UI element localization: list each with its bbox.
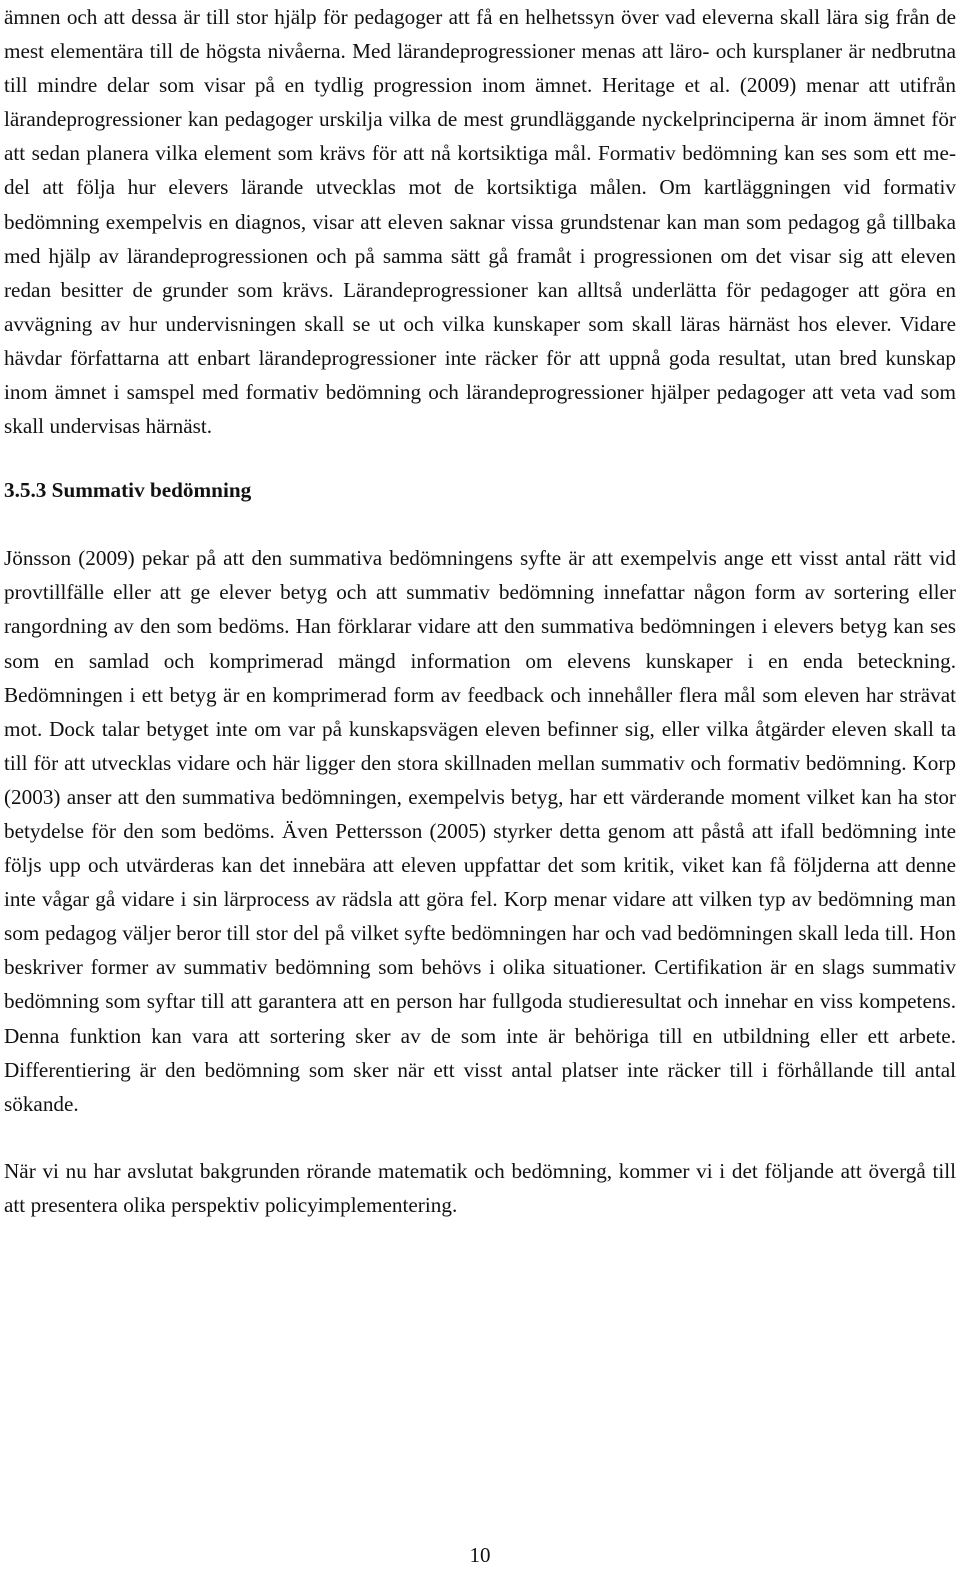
spacer [4,443,956,473]
page-content [4,0,956,1222]
spacer [4,507,956,541]
body-paragraph-closing: När vi nu har avslutat bakgrunden rörande matematik och bedömning, kommer vi i det följande att övergå till att presentera olika perspektiv policyimplementering. [4,1158,956,1217]
page-number: 10 [469,1543,491,1567]
body-paragraph-continued: ämnen och att dessa är till stor hjälp för pedagoger att få en helhetssyn över vad eleverna skall lära sig från de mest elementära till de högsta nivåerna. Med lärandeprogressioner menas att läro- och kursplaner är nedbrutna till mindre delar som visar på en tydlig progression inom ämnet. Heritage et al. (2009) menar att utifrån lärandeprogressioner kan pedagoger urskilja vilka de mest grundläggande nyckelprinciperna är inom ämnet för att sedan planera vilka element som krävs för att nå kortsiktiga mål. Formativ bedömning kan ses som ett medel att följa hur elevers lärande utvecklas mot de kortsiktiga målen. Om kartläggningen vid formativ bedömning exempelvis en diagnos, visar att eleven saknar vissa grundstenar kan man som pedagog gå tillbaka med hjälp av lärandeprogressionen och på samma sätt gå framåt i progressionen om det visar sig att eleven redan besitter de grunder som krävs. Lärandeprogressioner kan alltså underlätta för pedagoger att göra en avvägning av hur undervisningen skall se ut och vilka kunskaper som skall läras härnäst hos elever. Vidare hävdar författarna att enbart lärandeprogressioner inte räcker för att uppnå goda resultat, utan bred kunskap inom ämnet i samspel med formativ bedömning och lärandeprogressioner hjälper pedagoger att veta vad som skall undervisas härnäst. [4,5,956,439]
spacer [4,1121,956,1154]
body-paragraph-summativ: Jönsson (2009) pekar på att den summativa bedömningens syfte är att exempelvis ange ett visst antal rätt vid provtillfälle eller att ge elever betyg och att summativ bedömning innefattar någon form av sortering eller rangordning av den som bedöms. Han förklarar vidare att den summativa bedömningen i elevers betyg kan ses som en samlad och komprimerad mängd information om elevens kunskaper i en enda beteckning. Bedömningen i ett betyg är en komprimerad form av feedback och innehåller flera mål som eleven har strävat mot. Dock talar betyget inte om var på kunskapsvägen eleven befinner sig, eller vilka åtgärder eleven skall ta till för att utvecklas vidare och här ligger den stora skillnaden mellan summativ och formativ bedömning. Korp (2003) anser att den summativa bedömningen, exempelvis betyg, har ett värderande moment vilket kan ha stor betydelse för den som bedöms. Även Pettersson (2005) styrker detta genom att påstå att ifall bedömning inte följs upp och utvärderas kan det innebära att eleven uppfattar det som kritik, viket kan få följderna att denne inte vågar gå vidare i sin lärprocess av rädsla att göra fel. Korp menar vidare att vilken typ av bedömning man som pedagog väljer beror till stor del på vilket syfte bedömningen har och vad bedömningen skall leda till. Hon beskriver former av summativ bedömning som behövs i olika situationer. Certifikation är en slags summativ bedömning som syftar till att garantera att en person har fullgoda studieresultat och innehar en viss kompetens. Denna funktion kan vara att sortering sker av de som inte är behöriga till en utbildning eller ett arbete. Differentiering är den bedömning som sker när ett visst antal platser inte räcker till i förhållande till antal sökande. [4,546,956,1116]
section-heading: 3.5.3 Summativ bedömning [4,478,252,503]
